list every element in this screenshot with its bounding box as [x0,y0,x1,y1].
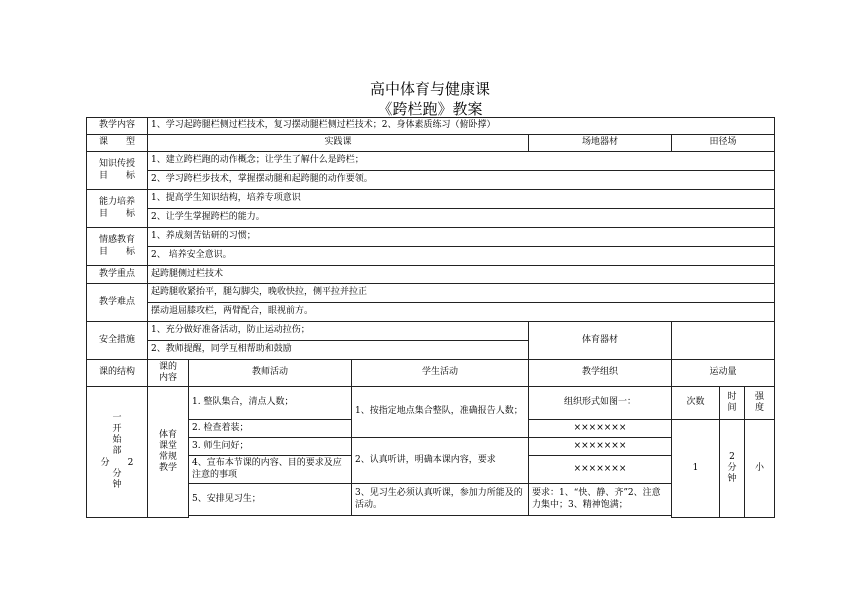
safety-item: 1、充分做好准备活动，防止运动拉伤； [148,322,529,341]
teacher-activity: 3. 师生问好； [189,438,352,456]
page-subtitle: 《跨栏跑》教案 [377,100,483,118]
header-structure: 课的结构 [87,360,148,387]
emotion-item: 1、养成刻苦钻研的习惯； [148,228,775,247]
header-organization: 教学组织 [529,360,672,387]
load-time-line: 钟 [727,474,737,485]
difficulty-item: 起跨腿收紧抬平，腿勾脚尖，晚收快拉，侧平拉并拉正 [148,284,775,303]
content-line: 教学 [158,463,177,474]
header-content [148,360,189,387]
ability-item: 2、让学生掌握跨栏的能力。 [148,209,775,228]
load-intensity-header [745,387,775,420]
organization-item: ××××××× [529,438,672,456]
safety-label: 安全措施 [87,322,148,360]
structure-header-row [87,360,775,387]
header-student: 学生活动 [352,360,529,387]
student-activity: 3、见习生必须认真听课，参加力所能及的活动。 [352,484,529,516]
load-count-value: 1 [672,420,720,518]
equipment-label: 体育器材 [529,322,672,360]
emotion-label [87,228,148,266]
load-time-line: 2 [729,451,735,462]
content-line: 课堂 [158,440,177,451]
knowledge-label [87,152,148,190]
load-intensity-value: 小 [745,420,775,518]
type-label: 课 型 [87,135,148,152]
load-count-header: 次数 [672,387,720,420]
teacher-activity: 4、宣布本节课的内容、目的要求及应注意的事项 [189,456,352,484]
ability-label-line1: 能力培养 [98,197,135,208]
knowledge-label-line2: 目 标 [98,170,135,181]
page-title: 高中体育与健康课 [369,80,490,98]
emotion-label-line2: 目 标 [98,246,135,257]
venue-label: 场地器材 [529,135,672,152]
section-line: 钟 [112,480,122,491]
load-intensity-header-line2: 度 [755,403,765,413]
student-activity: 1、按指定地点集合整队，准确报告人数； [352,387,529,438]
lesson-plan-table [86,117,775,518]
key-point-text: 起跨腿侧过栏技术 [148,266,775,284]
type-row [87,135,775,152]
knowledge-item: 2、学习跨栏步技术，掌握摆动腿和起跨腿的动作要领。 [148,171,775,190]
header-load: 运动量 [672,360,775,387]
section-line: 部 [112,446,122,457]
section-line: 分 2 [100,457,134,468]
safety-item: 2、教师提醒，同学互相帮助和鼓励 [148,341,529,360]
difficulty-label: 教学难点 [87,284,148,322]
routine-content [148,387,189,518]
teacher-activity: 1. 整队集合，清点人数； [189,387,352,420]
section-line: 一 [112,412,122,423]
load-time-header-line2: 间 [727,403,737,413]
organization-item: 要求：1、“快、静、齐”2、注意力集中；3、精神饱满； [529,484,672,516]
teacher-activity: 5、安排见习生； [189,484,352,516]
content-text: 1、学习起跨腿栏侧过栏技术，复习摆动腿栏侧过栏技术；2、身体素质练习（俯卧撑） [148,118,775,135]
type-value: 实践课 [148,135,529,152]
difficulty-item: 摆动退屈膝攻栏，两臂配合，眼视前方。 [148,303,775,322]
ability-item: 1、提高学生知识结构，培养专项意识 [148,190,775,209]
organization-item: ××××××× [529,456,672,484]
equipment-value [672,322,775,360]
section-line: 始 [112,435,122,446]
ability-label [87,190,148,228]
teacher-activity: 2. 检查着装； [189,420,352,438]
ability-label-line2: 目 标 [98,208,135,219]
student-activity: 2、认真听讲，明确本课内容，要求 [352,438,529,484]
section-line: 分 [112,468,122,479]
section-start [87,387,148,518]
content-label: 教学内容 [87,118,148,135]
load-time-value [720,420,745,518]
venue-value: 田径场 [672,135,775,152]
header-content-line2: 内容 [158,373,177,383]
header-teacher: 教师活动 [189,360,352,387]
emotion-item: 2、 培养安全意识。 [148,247,775,266]
key-point-label: 教学重点 [87,266,148,284]
load-intensity-header-line1: 强 [755,391,765,402]
knowledge-label-line1: 知识传授 [98,159,135,170]
organization-item: ××××××× [529,420,672,438]
section-line: 开 [112,423,122,434]
load-time-header [720,387,745,420]
header-content-line1: 课的 [158,361,177,372]
content-row [87,118,775,135]
content-line: 常规 [158,452,177,462]
emotion-label-line1: 情感教育 [98,235,135,246]
knowledge-item: 1、建立跨栏跑的动作概念；让学生了解什么是跨栏； [148,152,775,171]
content-line: 体育 [158,429,177,440]
load-time-line: 分 [727,462,737,473]
load-time-header-line1: 时 [727,391,737,402]
organization-item: 组织形式如图一： [529,387,672,420]
